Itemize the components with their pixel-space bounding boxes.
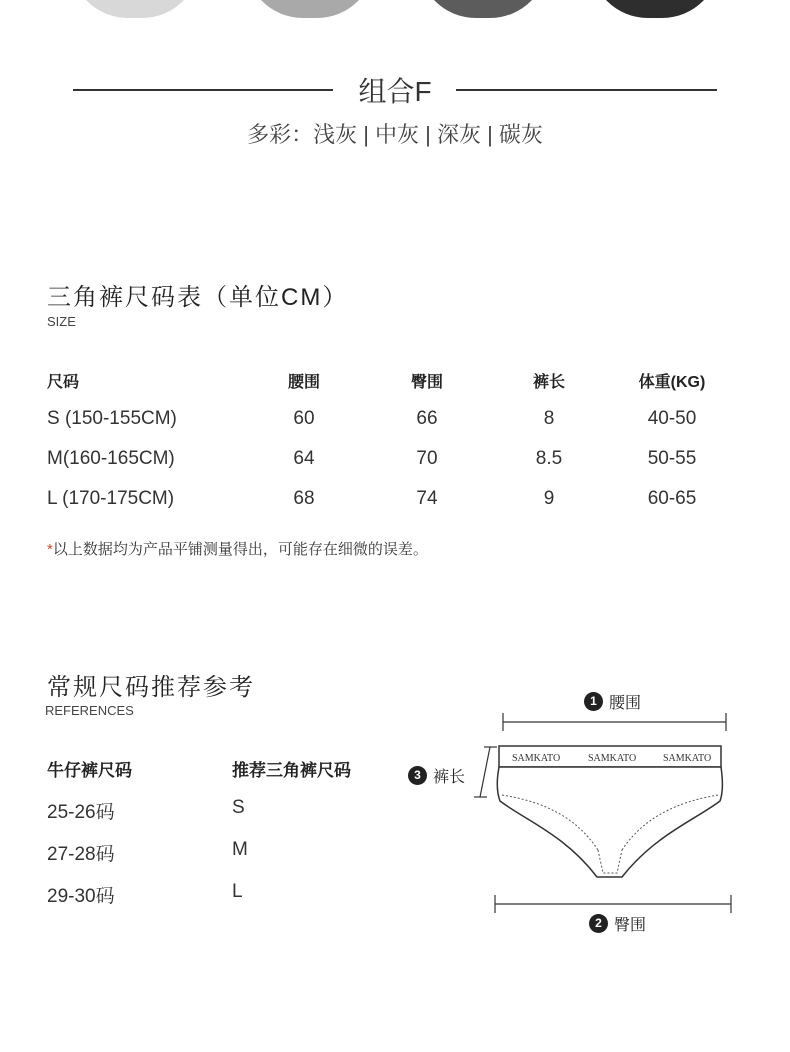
size-header-waist: 腰围: [287, 374, 320, 391]
combo-colors: 多彩：浅灰 | 中灰 | 深灰 | 碳灰: [247, 122, 543, 147]
length-label: [408, 764, 465, 787]
table-cell: 68: [293, 488, 315, 509]
list-item: M: [232, 839, 248, 860]
combo-title: 组合F: [358, 76, 432, 107]
ref-section-title: 常规尺码推荐参考: [47, 674, 255, 701]
list-item: 29-30码: [47, 886, 115, 907]
list-item: 25-26码: [47, 802, 115, 823]
note-text: 以上数据均为产品平铺测量得出，可能存在细微的误差。: [52, 541, 428, 558]
list-item: 27-28码: [47, 844, 115, 865]
table-cell: 50-55: [647, 448, 697, 469]
hip-number-badge: 2: [589, 914, 608, 933]
measurement-note: [47, 538, 428, 559]
swatch-charcoal: [590, 0, 720, 18]
length-label-text: 裤长: [433, 769, 466, 786]
briefs-diagram: [470, 705, 750, 920]
list-item: L: [232, 881, 243, 902]
size-header-size: 尺码: [47, 374, 80, 391]
swatch-light-gray: [70, 0, 200, 18]
table-cell: M(160-165CM): [47, 448, 175, 469]
table-cell: 74: [416, 488, 438, 509]
ref-header-recommended: 推荐三角裤尺码: [232, 761, 351, 780]
swatch-dark-gray: [418, 0, 548, 18]
waist-label-text: 腰围: [609, 695, 642, 712]
swatch-mid-gray: [245, 0, 375, 18]
size-header-weight: 体重(KG): [638, 374, 706, 391]
table-cell: 64: [293, 448, 315, 469]
table-cell: L (170-175CM): [47, 488, 175, 509]
table-cell: 60-65: [647, 488, 697, 509]
hip-measure-line: [495, 895, 731, 913]
ref-section-subtitle: REFERENCES: [45, 703, 134, 718]
briefs-body: [497, 767, 722, 877]
waist-measure-line: [503, 713, 726, 731]
table-cell: 70: [416, 448, 438, 469]
hip-label-text: 臀围: [614, 917, 647, 934]
waist-number-badge: 1: [584, 692, 603, 711]
band-text: SAMKATO: [512, 753, 561, 764]
table-cell: S (150-155CM): [47, 408, 177, 429]
size-header-hip: 臀围: [410, 374, 443, 391]
list-item: S: [232, 797, 245, 818]
length-measure-line: [474, 747, 497, 797]
band-text: SAMKATO: [663, 753, 712, 764]
size-section-subtitle: SIZE: [47, 314, 76, 329]
table-cell: 9: [543, 488, 555, 509]
table-cell: 8.5: [535, 448, 563, 469]
size-section-title: 三角裤尺码表（单位CM）: [47, 284, 349, 311]
band-text: SAMKATO: [588, 753, 637, 764]
ref-header-jeans: 牛仔裤尺码: [47, 761, 132, 780]
table-cell: 66: [416, 408, 438, 429]
size-header-length: 裤长: [532, 374, 565, 391]
note-star: *: [47, 541, 53, 558]
table-cell: 40-50: [647, 408, 697, 429]
table-cell: 8: [543, 408, 555, 429]
length-number-badge: 3: [408, 766, 427, 785]
table-cell: 60: [293, 408, 315, 429]
